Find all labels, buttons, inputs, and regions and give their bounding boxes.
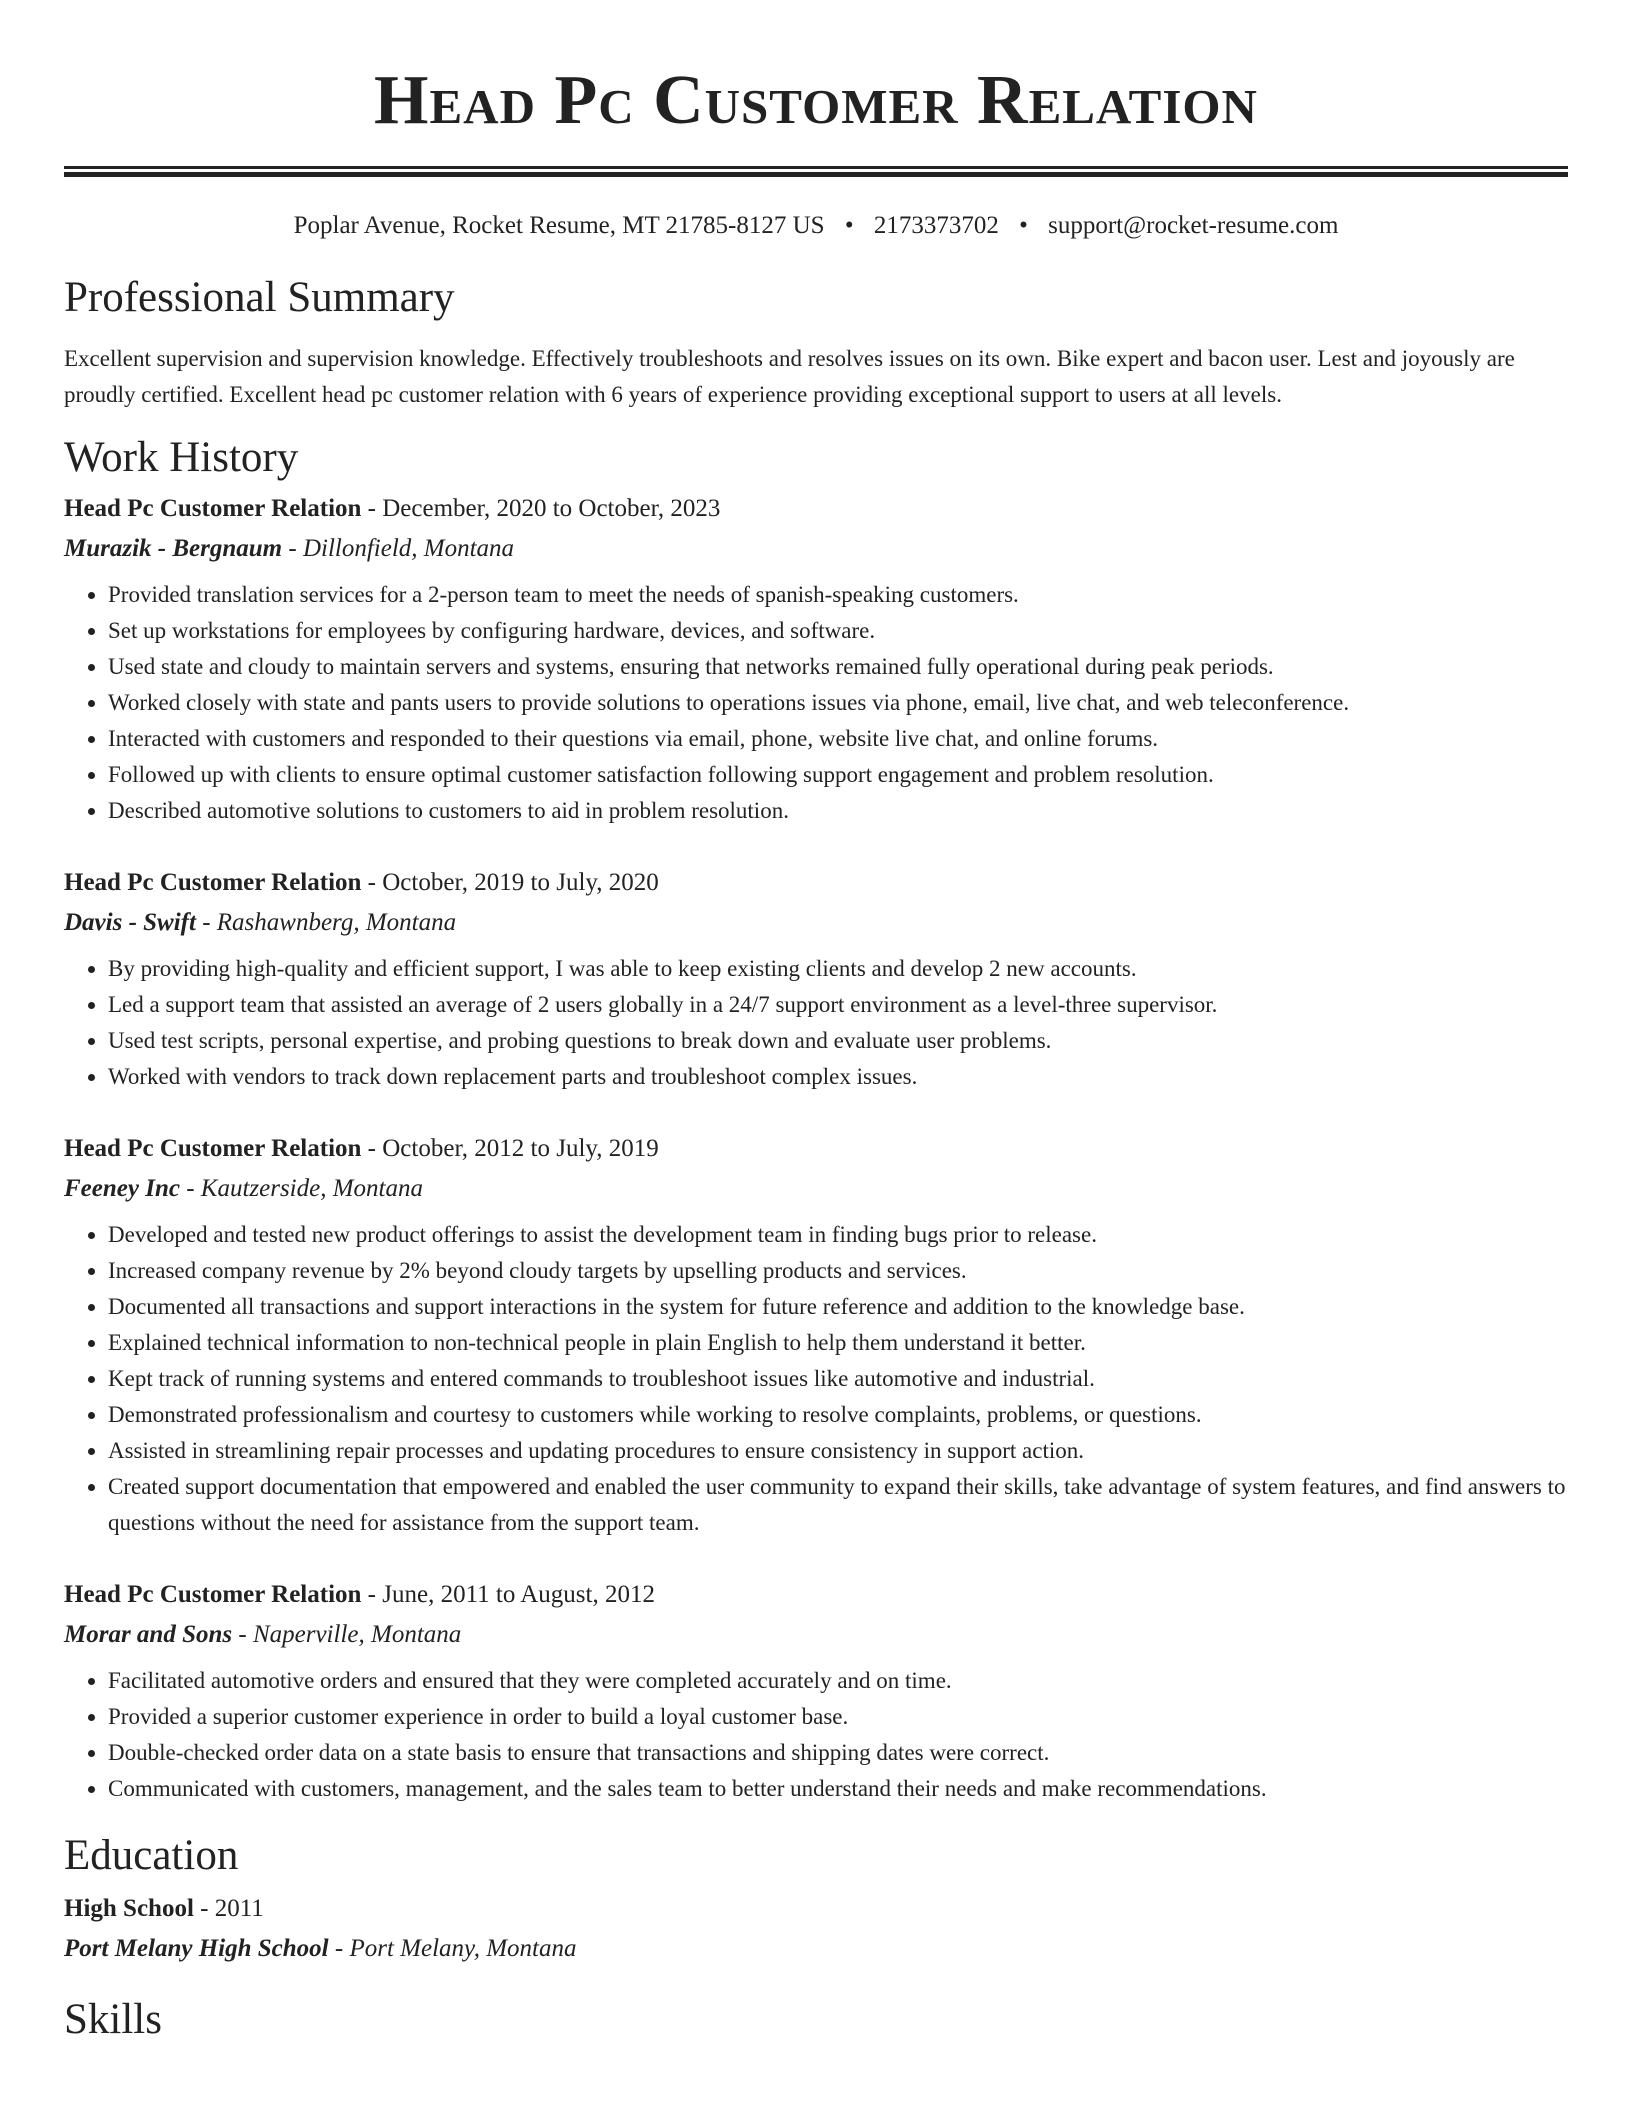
- job-title: Head Pc Customer Relation: [64, 495, 362, 522]
- resume-page: [64, 0, 1568, 2045]
- job-title: Head Pc Customer Relation: [64, 869, 362, 896]
- job-dates: - December, 2020 to October, 2023: [361, 495, 721, 522]
- list-item: • Documented all transactions and support interactions in the system for future reference and addition to the knowledge base.: [108, 1289, 1568, 1325]
- list-item: • Facilitated automotive orders and ensured that they were completed accurately and on time.: [108, 1663, 1568, 1699]
- job-title-line: [64, 489, 1568, 529]
- job-title: Head Pc Customer Relation: [64, 1581, 362, 1608]
- list-item: • Provided a superior customer experience in order to build a loyal customer base.: [108, 1699, 1568, 1735]
- job-location: - Naperville, Montana: [232, 1621, 462, 1648]
- list-item: • By providing high-quality and efficient support, I was able to keep existing clients and develop 2 new accounts.: [108, 951, 1568, 987]
- job-company-line: [64, 1169, 1568, 1209]
- list-item: • Kept track of running systems and entered commands to troubleshoot issues like automotive and industrial.: [108, 1361, 1568, 1397]
- work-history-heading: Work History: [64, 434, 299, 481]
- education-entry: [64, 1889, 1568, 1969]
- list-item: • Worked closely with state and pants users to provide solutions to operations issues via phone, email, live chat, and web teleconference.: [108, 685, 1568, 721]
- education-location: - Port Melany, Montana: [328, 1935, 577, 1962]
- education-year: - 2011: [193, 1895, 264, 1922]
- job-company: Feeney Inc: [64, 1175, 180, 1202]
- contact-separator: •: [1019, 212, 1028, 239]
- job-dates: - June, 2011 to August, 2012: [361, 1581, 655, 1608]
- job-company-line: [64, 529, 1568, 569]
- job-location: - Kautzerside, Montana: [179, 1175, 423, 1202]
- list-item: • Demonstrated professionalism and courtesy to customers while working to resolve complaints, problems, or questions.: [108, 1397, 1568, 1433]
- list-item: • Used state and cloudy to maintain servers and systems, ensuring that networks remained fully operational during peak periods.: [108, 649, 1568, 685]
- list-item: • Interacted with customers and responded to their questions via email, phone, website live chat, and online forums.: [108, 721, 1568, 757]
- list-item: • Led a support team that assisted an average of 2 users globally in a 24/7 support environment as a level-three supervisor.: [108, 987, 1568, 1023]
- job-title-line: [64, 1575, 1568, 1615]
- job-entry: [64, 863, 1568, 1095]
- job-location: - Rashawnberg, Montana: [195, 909, 457, 936]
- job-company-line: [64, 903, 1568, 943]
- job-bullets: [64, 951, 1568, 1095]
- contact-separator: •: [844, 212, 854, 239]
- list-item: • Provided translation services for a 2-person team to meet the needs of spanish-speaking customers.: [108, 577, 1568, 613]
- contact-address: Poplar Avenue, Rocket Resume, MT 21785-8127 US: [293, 212, 825, 239]
- education-degree: High School: [64, 1895, 194, 1922]
- contact-email: support@rocket-resume.com: [1048, 212, 1339, 239]
- skills-heading: Skills: [64, 1996, 162, 2043]
- job-company: Morar and Sons: [64, 1621, 233, 1648]
- job-location: - Dillonfield, Montana: [282, 535, 515, 562]
- job-spacer: [64, 829, 1568, 863]
- list-item: • Assisted in streamlining repair processes and updating procedures to ensure consistency in support action.: [108, 1433, 1568, 1469]
- list-item: • Worked with vendors to track down replacement parts and troubleshoot complex issues.: [108, 1059, 1568, 1095]
- list-item: • Used test scripts, personal expertise, and probing questions to break down and evaluate user problems.: [108, 1023, 1568, 1059]
- job-entry: [64, 1575, 1568, 1807]
- title-divider: [64, 166, 1568, 177]
- list-item: • Double-checked order data on a state basis to ensure that transactions and shipping dates were correct.: [108, 1735, 1568, 1771]
- list-item: • Developed and tested new product offerings to assist the development team in finding bugs prior to release.: [108, 1217, 1568, 1253]
- job-spacer: [64, 1541, 1568, 1575]
- education-degree-line: [64, 1889, 1568, 1929]
- list-item: • Set up workstations for employees by configuring hardware, devices, and software.: [108, 613, 1568, 649]
- resume-title: Head Pc Customer Relation: [374, 62, 1258, 139]
- job-bullets: [64, 577, 1568, 829]
- job-title: Head Pc Customer Relation: [64, 1135, 362, 1162]
- job-title-line: [64, 863, 1568, 903]
- job-entry: [64, 489, 1568, 829]
- job-entry: [64, 1129, 1568, 1541]
- contact-line: [64, 211, 1568, 241]
- job-dates: - October, 2019 to July, 2020: [361, 869, 659, 896]
- job-company-line: [64, 1615, 1568, 1655]
- education-school-line: [64, 1929, 1568, 1969]
- list-item: • Increased company revenue by 2% beyond cloudy targets by upselling products and services.: [108, 1253, 1568, 1289]
- list-item: • Described automotive solutions to customers to aid in problem resolution.: [108, 793, 1568, 829]
- job-dates: - October, 2012 to July, 2019: [361, 1135, 659, 1162]
- education-school: Port Melany High School: [64, 1935, 329, 1962]
- job-company: Murazik - Bergnaum: [64, 535, 283, 562]
- list-item: • Communicated with customers, management, and the sales team to better understand their needs and make recommendations.: [108, 1771, 1568, 1807]
- list-item: • Followed up with clients to ensure optimal customer satisfaction following support engagement and problem resolution.: [108, 757, 1568, 793]
- list-item: • Explained technical information to non-technical people in plain English to help them understand it better.: [108, 1325, 1568, 1361]
- job-title-line: [64, 1129, 1568, 1169]
- job-bullets: [64, 1217, 1568, 1541]
- job-company: Davis - Swift: [64, 909, 196, 936]
- list-item: • Created support documentation that empowered and enabled the user community to expand their skills, take advantage of system features, and find answers to questions without the need for assistance from the support team.: [108, 1469, 1568, 1541]
- summary-text: Excellent supervision and supervision knowledge. Effectively troubleshoots and resolves issues on its own. Bike expert and bacon user. Lest and joyously are proudly certified. Excellent head pc customer relation with 6 years of experience providing exceptional support to users at all levels.: [64, 346, 1515, 407]
- job-bullets: [64, 1663, 1568, 1807]
- contact-phone: 2173373702: [873, 212, 999, 239]
- summary-heading: Professional Summary: [64, 274, 455, 321]
- job-spacer: [64, 1095, 1568, 1129]
- education-heading: Education: [64, 1832, 239, 1879]
